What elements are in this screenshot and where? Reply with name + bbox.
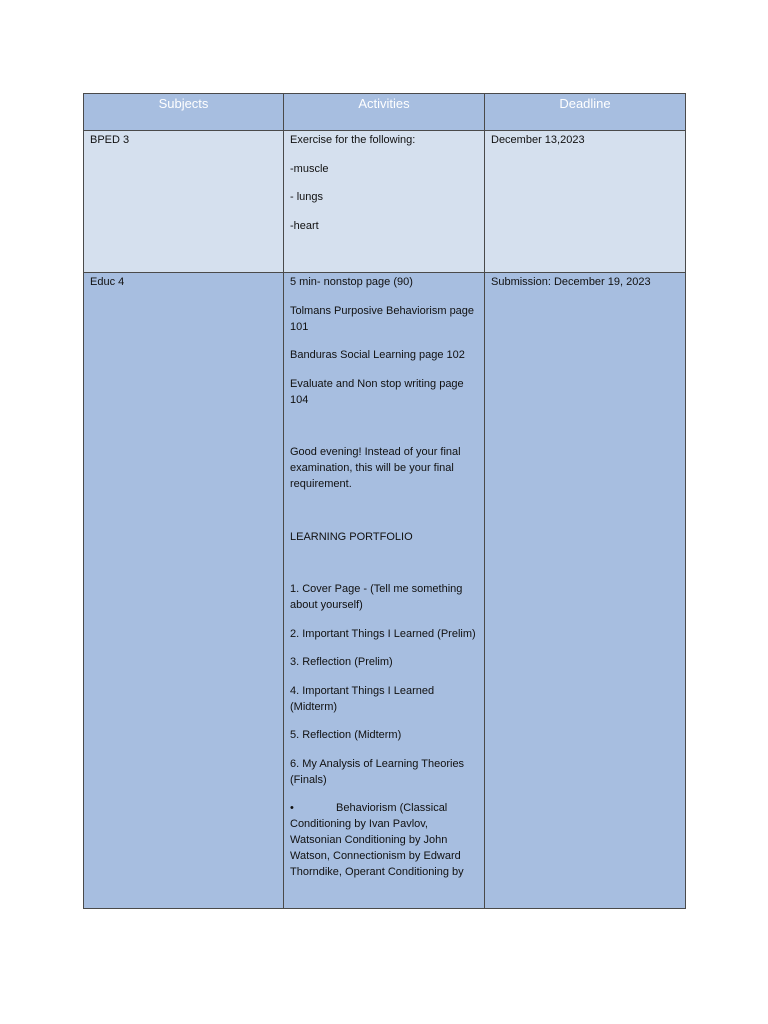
bullet-symbol: • bbox=[290, 802, 294, 814]
portfolio-item: 6. My Analysis of Learning Theories (Finals) bbox=[290, 757, 465, 786]
portfolio-item: 2. Important Things I Learned (Prelim) bbox=[290, 627, 476, 640]
bullet-item bbox=[290, 800, 478, 880]
deadline-text: Submission: December 19, 2023 bbox=[491, 276, 651, 288]
table-row bbox=[84, 273, 686, 909]
activity-line: -muscle bbox=[290, 162, 329, 175]
final-requirement-message: Good evening! Instead of your final examination, this will be your final requirement. bbox=[290, 446, 461, 490]
activity-line: Evaluate and Non stop writing page 104 bbox=[290, 377, 464, 406]
table-header-row bbox=[84, 94, 686, 131]
portfolio-item: 4. Important Things I Learned (Midterm) bbox=[290, 684, 435, 713]
table-row bbox=[84, 131, 686, 273]
activities-table bbox=[83, 93, 686, 909]
subject-cell bbox=[84, 131, 284, 273]
activity-line: -heart bbox=[290, 219, 319, 232]
subject-text: Educ 4 bbox=[90, 276, 125, 288]
activity-line: 5 min- nonstop page (90) bbox=[290, 276, 413, 288]
bullet-text: Behaviorism (Classical Conditioning by Ivan Pavlov, Watsonian Conditioning by John Watson, Connectionism by Edward Thorndike, Operant Conditioning by bbox=[290, 802, 464, 878]
activities-cell bbox=[284, 273, 485, 909]
portfolio-title: LEARNING PORTFOLIO bbox=[290, 530, 413, 543]
activity-line: Tolmans Purposive Behaviorism page 101 bbox=[290, 304, 475, 333]
header-activities: Activities bbox=[284, 94, 485, 131]
header-deadline: Deadline bbox=[485, 94, 686, 131]
portfolio-item: 1. Cover Page - (Tell me something about yourself) bbox=[290, 583, 463, 611]
subject-cell bbox=[84, 273, 284, 909]
deadline-cell bbox=[485, 273, 686, 909]
portfolio-item: 3. Reflection (Prelim) bbox=[290, 656, 393, 668]
portfolio-item: 5. Reflection (Midterm) bbox=[290, 729, 402, 741]
activity-line: Exercise for the following: bbox=[290, 134, 416, 146]
subject-text: BPED 3 bbox=[90, 134, 130, 146]
deadline-text: December 13,2023 bbox=[491, 134, 585, 146]
activity-line: Banduras Social Learning page 102 bbox=[290, 349, 465, 361]
activity-line: - lungs bbox=[290, 191, 324, 203]
deadline-cell bbox=[485, 131, 686, 273]
header-subjects: Subjects bbox=[84, 94, 284, 131]
activities-cell bbox=[284, 131, 485, 273]
